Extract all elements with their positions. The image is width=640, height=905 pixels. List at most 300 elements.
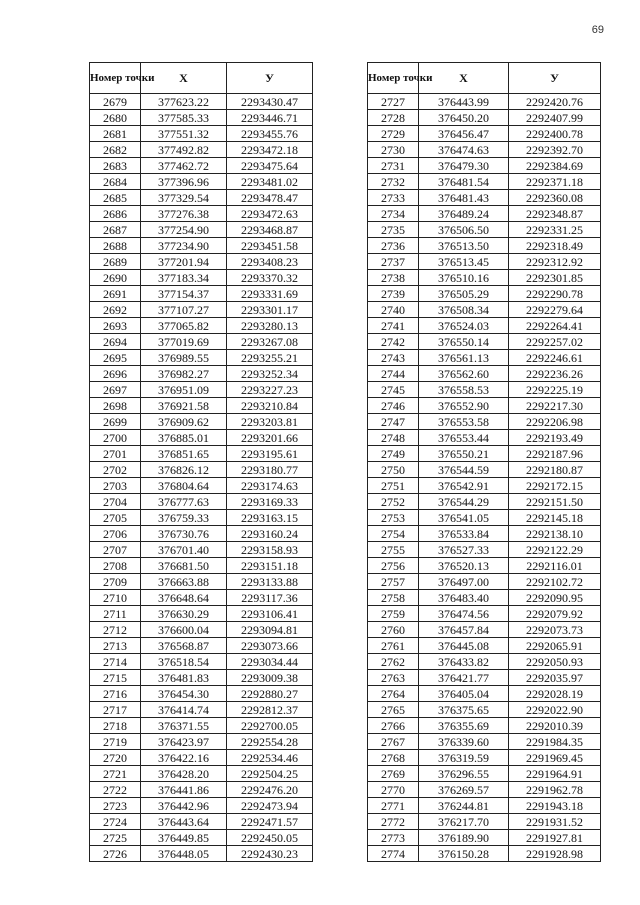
x-coordinate-cell: 376319.59 (419, 750, 509, 766)
y-coordinate-cell: 2293481.02 (227, 174, 313, 190)
point-number-cell: 2771 (368, 798, 419, 814)
x-coordinate-cell: 376474.63 (419, 142, 509, 158)
table-row (368, 750, 601, 766)
y-coordinate-cell: 2293210.84 (227, 398, 313, 414)
page-number: 69 (591, 24, 604, 36)
table-row (368, 542, 601, 558)
y-coordinate-cell: 2292073.73 (509, 622, 601, 638)
x-coordinate-cell: 376777.63 (141, 494, 227, 510)
table-row (90, 382, 313, 398)
x-coordinate-cell: 376663.88 (141, 574, 227, 590)
table-row (368, 814, 601, 830)
y-coordinate-cell: 2293169.33 (227, 494, 313, 510)
x-coordinate-cell: 376513.45 (419, 254, 509, 270)
y-coordinate-cell: 2292476.20 (227, 782, 313, 798)
table-row (90, 94, 313, 110)
table-header-row (90, 63, 313, 94)
table-row (90, 766, 313, 782)
x-coordinate-cell: 376443.64 (141, 814, 227, 830)
x-coordinate-cell: 376505.29 (419, 286, 509, 302)
point-number-cell: 2721 (90, 766, 141, 782)
table-row (90, 190, 313, 206)
x-coordinate-cell: 376442.96 (141, 798, 227, 814)
coordinates-table-left-body (90, 94, 313, 862)
x-coordinate-cell: 376481.43 (419, 190, 509, 206)
y-coordinate-cell: 2292534.46 (227, 750, 313, 766)
x-coordinate-cell: 376405.04 (419, 686, 509, 702)
x-coordinate-cell: 377585.33 (141, 110, 227, 126)
x-coordinate-cell: 376414.74 (141, 702, 227, 718)
table-row (90, 590, 313, 606)
point-number-cell: 2729 (368, 126, 419, 142)
y-coordinate-cell: 2293203.81 (227, 414, 313, 430)
y-coordinate-cell: 2292035.97 (509, 670, 601, 686)
x-coordinate-cell: 376524.03 (419, 318, 509, 334)
table-row (90, 670, 313, 686)
y-coordinate-cell: 2292010.39 (509, 718, 601, 734)
table-row (368, 718, 601, 734)
point-number-cell: 2766 (368, 718, 419, 734)
point-number-cell: 2693 (90, 318, 141, 334)
y-coordinate-cell: 2292028.19 (509, 686, 601, 702)
x-coordinate-cell: 376481.54 (419, 174, 509, 190)
point-number-cell: 2774 (368, 846, 419, 862)
x-header: X (419, 63, 509, 94)
table-row (368, 798, 601, 814)
x-coordinate-cell: 376544.59 (419, 462, 509, 478)
y-coordinate-cell: 2292430.23 (227, 846, 313, 862)
y-coordinate-cell: 2293227.23 (227, 382, 313, 398)
point-number-cell: 2757 (368, 574, 419, 590)
x-coordinate-cell: 376508.34 (419, 302, 509, 318)
point-number-cell: 2717 (90, 702, 141, 718)
x-coordinate-cell: 377107.27 (141, 302, 227, 318)
table-row (90, 558, 313, 574)
x-coordinate-cell: 376150.28 (419, 846, 509, 862)
point-number-cell: 2743 (368, 350, 419, 366)
table-row (90, 606, 313, 622)
x-coordinate-cell: 376506.50 (419, 222, 509, 238)
point-number-cell: 2758 (368, 590, 419, 606)
y-coordinate-cell: 2293331.69 (227, 286, 313, 302)
point-number-cell: 2740 (368, 302, 419, 318)
x-coordinate-cell: 376375.65 (419, 702, 509, 718)
y-coordinate-cell: 2291927.81 (509, 830, 601, 846)
x-coordinate-cell: 376520.13 (419, 558, 509, 574)
point-number-cell: 2760 (368, 622, 419, 638)
y-coordinate-cell: 2292206.98 (509, 414, 601, 430)
y-coordinate-cell: 2293094.81 (227, 622, 313, 638)
table-row (368, 574, 601, 590)
y-coordinate-cell: 2293267.08 (227, 334, 313, 350)
table-row (368, 158, 601, 174)
point-number-cell: 2753 (368, 510, 419, 526)
table-row (90, 158, 313, 174)
x-coordinate-cell: 376423.97 (141, 734, 227, 750)
x-coordinate-cell: 376510.16 (419, 270, 509, 286)
x-coordinate-cell: 376885.01 (141, 430, 227, 446)
point-number-cell: 2756 (368, 558, 419, 574)
x-coordinate-cell: 376851.65 (141, 446, 227, 462)
x-coordinate-cell: 376428.20 (141, 766, 227, 782)
y-coordinate-cell: 2292290.78 (509, 286, 601, 302)
y-coordinate-cell: 2292279.64 (509, 302, 601, 318)
y-coordinate-cell: 2292420.76 (509, 94, 601, 110)
table-row (368, 206, 601, 222)
table-row (90, 398, 313, 414)
table-row (368, 318, 601, 334)
point-number-cell: 2722 (90, 782, 141, 798)
y-coordinate-cell: 2293009.38 (227, 670, 313, 686)
y-coordinate-cell: 2293451.58 (227, 238, 313, 254)
table-row (368, 430, 601, 446)
y-coordinate-cell: 2293280.13 (227, 318, 313, 334)
point-number-cell: 2697 (90, 382, 141, 398)
point-number-cell: 2700 (90, 430, 141, 446)
x-coordinate-cell: 377396.96 (141, 174, 227, 190)
x-coordinate-cell: 377276.38 (141, 206, 227, 222)
y-coordinate-cell: 2292151.50 (509, 494, 601, 510)
y-coordinate-cell: 2291943.18 (509, 798, 601, 814)
point-number-cell: 2698 (90, 398, 141, 414)
point-number-cell: 2769 (368, 766, 419, 782)
y-coordinate-cell: 2292407.99 (509, 110, 601, 126)
point-number-cell: 2702 (90, 462, 141, 478)
point-number-cell: 2759 (368, 606, 419, 622)
point-number-cell: 2770 (368, 782, 419, 798)
table-row (90, 222, 313, 238)
point-number-cell: 2691 (90, 286, 141, 302)
y-coordinate-cell: 2293073.66 (227, 638, 313, 654)
y-coordinate-cell: 2293163.15 (227, 510, 313, 526)
y-coordinate-cell: 2292172.15 (509, 478, 601, 494)
y-coordinate-cell: 2293455.76 (227, 126, 313, 142)
point-number-cell: 2716 (90, 686, 141, 702)
coordinates-table-left (89, 62, 313, 862)
table-row (368, 558, 601, 574)
table-row (90, 846, 313, 862)
x-coordinate-cell: 376541.05 (419, 510, 509, 526)
table-row (90, 414, 313, 430)
x-coordinate-cell: 376561.13 (419, 350, 509, 366)
table-row (368, 622, 601, 638)
x-coordinate-cell: 376189.90 (419, 830, 509, 846)
point-number-cell: 2680 (90, 110, 141, 126)
y-coordinate-cell: 2292473.94 (227, 798, 313, 814)
point-number-cell: 2689 (90, 254, 141, 270)
x-coordinate-cell: 376921.58 (141, 398, 227, 414)
y-coordinate-cell: 2292880.27 (227, 686, 313, 702)
point-number-cell: 2710 (90, 590, 141, 606)
table-row (368, 734, 601, 750)
point-number-cell: 2750 (368, 462, 419, 478)
point-number-cell: 2761 (368, 638, 419, 654)
x-coordinate-cell: 376527.33 (419, 542, 509, 558)
table-row (368, 350, 601, 366)
y-coordinate-cell: 2293255.21 (227, 350, 313, 366)
table-row (368, 670, 601, 686)
point-number-cell: 2725 (90, 830, 141, 846)
point-number-cell: 2754 (368, 526, 419, 542)
point-number-cell: 2748 (368, 430, 419, 446)
table-row (368, 366, 601, 382)
table-row (90, 430, 313, 446)
table-row (368, 302, 601, 318)
table-row (90, 654, 313, 670)
point-number-cell: 2684 (90, 174, 141, 190)
y-coordinate-cell: 2293201.66 (227, 430, 313, 446)
table-row (368, 334, 601, 350)
x-coordinate-cell: 376562.60 (419, 366, 509, 382)
y-coordinate-cell: 2292236.26 (509, 366, 601, 382)
y-coordinate-cell: 2292264.41 (509, 318, 601, 334)
point-number-cell: 2694 (90, 334, 141, 350)
y-coordinate-cell: 2293158.93 (227, 542, 313, 558)
y-coordinate-cell: 2293478.47 (227, 190, 313, 206)
x-coordinate-cell: 376553.44 (419, 430, 509, 446)
y-header: У (509, 63, 601, 94)
x-coordinate-cell: 376552.90 (419, 398, 509, 414)
point-number-cell: 2767 (368, 734, 419, 750)
point-number-cell: 2704 (90, 494, 141, 510)
x-coordinate-cell: 376681.50 (141, 558, 227, 574)
y-coordinate-cell: 2292371.18 (509, 174, 601, 190)
y-coordinate-cell: 2293468.87 (227, 222, 313, 238)
y-coordinate-cell: 2292193.49 (509, 430, 601, 446)
x-coordinate-cell: 377019.69 (141, 334, 227, 350)
table-row (368, 510, 601, 526)
x-coordinate-cell: 377551.32 (141, 126, 227, 142)
x-coordinate-cell: 376449.85 (141, 830, 227, 846)
table-row (90, 126, 313, 142)
x-coordinate-cell: 376909.62 (141, 414, 227, 430)
point-number-cell: 2718 (90, 718, 141, 734)
x-coordinate-cell: 377462.72 (141, 158, 227, 174)
point-number-cell: 2681 (90, 126, 141, 142)
y-coordinate-cell: 2292090.95 (509, 590, 601, 606)
x-coordinate-cell: 377623.22 (141, 94, 227, 110)
y-coordinate-cell: 2291962.78 (509, 782, 601, 798)
y-coordinate-cell: 2293034.44 (227, 654, 313, 670)
table-row (90, 206, 313, 222)
x-coordinate-cell: 376982.27 (141, 366, 227, 382)
table-row (368, 270, 601, 286)
point-number-cell: 2764 (368, 686, 419, 702)
x-coordinate-cell: 377329.54 (141, 190, 227, 206)
point-number-cell: 2720 (90, 750, 141, 766)
x-coordinate-cell: 376648.64 (141, 590, 227, 606)
table-row (90, 254, 313, 270)
table-row (368, 606, 601, 622)
point-number-cell: 2730 (368, 142, 419, 158)
table-row (368, 846, 601, 862)
y-coordinate-cell: 2293106.41 (227, 606, 313, 622)
point-number-cell: 2712 (90, 622, 141, 638)
point-number-header: Номер точки (90, 63, 141, 94)
y-coordinate-cell: 2292450.05 (227, 830, 313, 846)
table-row (90, 686, 313, 702)
x-coordinate-cell: 376421.77 (419, 670, 509, 686)
point-number-cell: 2686 (90, 206, 141, 222)
table-row (90, 270, 313, 286)
x-coordinate-cell: 376600.04 (141, 622, 227, 638)
y-coordinate-cell: 2292554.28 (227, 734, 313, 750)
x-coordinate-cell: 377234.90 (141, 238, 227, 254)
point-number-cell: 2706 (90, 526, 141, 542)
y-coordinate-cell: 2292257.02 (509, 334, 601, 350)
x-coordinate-cell: 376474.56 (419, 606, 509, 622)
y-coordinate-cell: 2293370.32 (227, 270, 313, 286)
x-coordinate-cell: 376443.99 (419, 94, 509, 110)
y-coordinate-cell: 2292116.01 (509, 558, 601, 574)
y-header: У (227, 63, 313, 94)
y-coordinate-cell: 2293430.47 (227, 94, 313, 110)
point-number-cell: 2685 (90, 190, 141, 206)
point-number-cell: 2751 (368, 478, 419, 494)
point-number-cell: 2726 (90, 846, 141, 862)
table-row (368, 190, 601, 206)
x-coordinate-cell: 376497.00 (419, 574, 509, 590)
y-coordinate-cell: 2291969.45 (509, 750, 601, 766)
x-coordinate-cell: 376558.53 (419, 382, 509, 398)
table-row (90, 638, 313, 654)
point-number-cell: 2699 (90, 414, 141, 430)
y-coordinate-cell: 2292312.92 (509, 254, 601, 270)
point-number-cell: 2739 (368, 286, 419, 302)
table-row (368, 526, 601, 542)
x-coordinate-cell: 377492.82 (141, 142, 227, 158)
point-number-cell: 2688 (90, 238, 141, 254)
point-number-cell: 2746 (368, 398, 419, 414)
table-row (368, 238, 601, 254)
x-coordinate-cell: 376217.70 (419, 814, 509, 830)
point-number-cell: 2728 (368, 110, 419, 126)
table-row (90, 510, 313, 526)
point-number-cell: 2695 (90, 350, 141, 366)
x-coordinate-cell: 376989.55 (141, 350, 227, 366)
x-coordinate-cell: 377183.34 (141, 270, 227, 286)
point-number-cell: 2683 (90, 158, 141, 174)
table-row (90, 366, 313, 382)
x-header: X (141, 63, 227, 94)
x-coordinate-cell: 376550.14 (419, 334, 509, 350)
y-coordinate-cell: 2293117.36 (227, 590, 313, 606)
y-coordinate-cell: 2293151.18 (227, 558, 313, 574)
point-number-cell: 2682 (90, 142, 141, 158)
point-number-cell: 2690 (90, 270, 141, 286)
x-coordinate-cell: 376553.58 (419, 414, 509, 430)
point-number-cell: 2701 (90, 446, 141, 462)
point-number-cell: 2738 (368, 270, 419, 286)
x-coordinate-cell: 376355.69 (419, 718, 509, 734)
point-number-cell: 2696 (90, 366, 141, 382)
y-coordinate-cell: 2292301.85 (509, 270, 601, 286)
table-row (90, 542, 313, 558)
y-coordinate-cell: 2292138.10 (509, 526, 601, 542)
x-coordinate-cell: 376533.84 (419, 526, 509, 542)
point-number-cell: 2749 (368, 446, 419, 462)
x-coordinate-cell: 376456.47 (419, 126, 509, 142)
table-row (90, 446, 313, 462)
point-number-cell: 2735 (368, 222, 419, 238)
point-number-cell: 2742 (368, 334, 419, 350)
point-number-cell: 2705 (90, 510, 141, 526)
table-row (90, 142, 313, 158)
x-coordinate-cell: 376479.30 (419, 158, 509, 174)
y-coordinate-cell: 2291931.52 (509, 814, 601, 830)
x-coordinate-cell: 376513.50 (419, 238, 509, 254)
point-number-cell: 2768 (368, 750, 419, 766)
point-number-header: Номер точки (368, 63, 419, 94)
table-row (368, 126, 601, 142)
table-row (368, 110, 601, 126)
point-number-cell: 2708 (90, 558, 141, 574)
table-row (368, 686, 601, 702)
table-row (368, 174, 601, 190)
x-coordinate-cell: 376759.33 (141, 510, 227, 526)
x-coordinate-cell: 376244.81 (419, 798, 509, 814)
point-number-cell: 2765 (368, 702, 419, 718)
point-number-cell: 2723 (90, 798, 141, 814)
y-coordinate-cell: 2292504.25 (227, 766, 313, 782)
y-coordinate-cell: 2292348.87 (509, 206, 601, 222)
point-number-cell: 2762 (368, 654, 419, 670)
table-row (368, 494, 601, 510)
y-coordinate-cell: 2293160.24 (227, 526, 313, 542)
y-coordinate-cell: 2291964.91 (509, 766, 601, 782)
point-number-cell: 2713 (90, 638, 141, 654)
x-coordinate-cell: 376951.09 (141, 382, 227, 398)
table-row (90, 798, 313, 814)
table-row (368, 478, 601, 494)
table-row (90, 174, 313, 190)
coordinates-table-right (367, 62, 601, 862)
table-row (90, 318, 313, 334)
point-number-cell: 2709 (90, 574, 141, 590)
y-coordinate-cell: 2291984.35 (509, 734, 601, 750)
table-row (90, 574, 313, 590)
point-number-cell: 2692 (90, 302, 141, 318)
x-coordinate-cell: 376422.16 (141, 750, 227, 766)
x-coordinate-cell: 376826.12 (141, 462, 227, 478)
x-coordinate-cell: 376457.84 (419, 622, 509, 638)
table-row (368, 94, 601, 110)
table-row (90, 702, 313, 718)
table-row (368, 142, 601, 158)
table-row (368, 462, 601, 478)
table-row (90, 462, 313, 478)
x-coordinate-cell: 376630.29 (141, 606, 227, 622)
x-coordinate-cell: 376269.57 (419, 782, 509, 798)
table-row (90, 494, 313, 510)
table-row (90, 622, 313, 638)
point-number-cell: 2737 (368, 254, 419, 270)
y-coordinate-cell: 2293446.71 (227, 110, 313, 126)
table-row (368, 766, 601, 782)
y-coordinate-cell: 2292180.87 (509, 462, 601, 478)
y-coordinate-cell: 2292318.49 (509, 238, 601, 254)
table-row (90, 302, 313, 318)
point-number-cell: 2715 (90, 670, 141, 686)
table-row (368, 638, 601, 654)
x-coordinate-cell: 376433.82 (419, 654, 509, 670)
point-number-cell: 2755 (368, 542, 419, 558)
y-coordinate-cell: 2293472.63 (227, 206, 313, 222)
y-coordinate-cell: 2293180.77 (227, 462, 313, 478)
x-coordinate-cell: 376448.05 (141, 846, 227, 862)
y-coordinate-cell: 2292050.93 (509, 654, 601, 670)
table-row (90, 782, 313, 798)
